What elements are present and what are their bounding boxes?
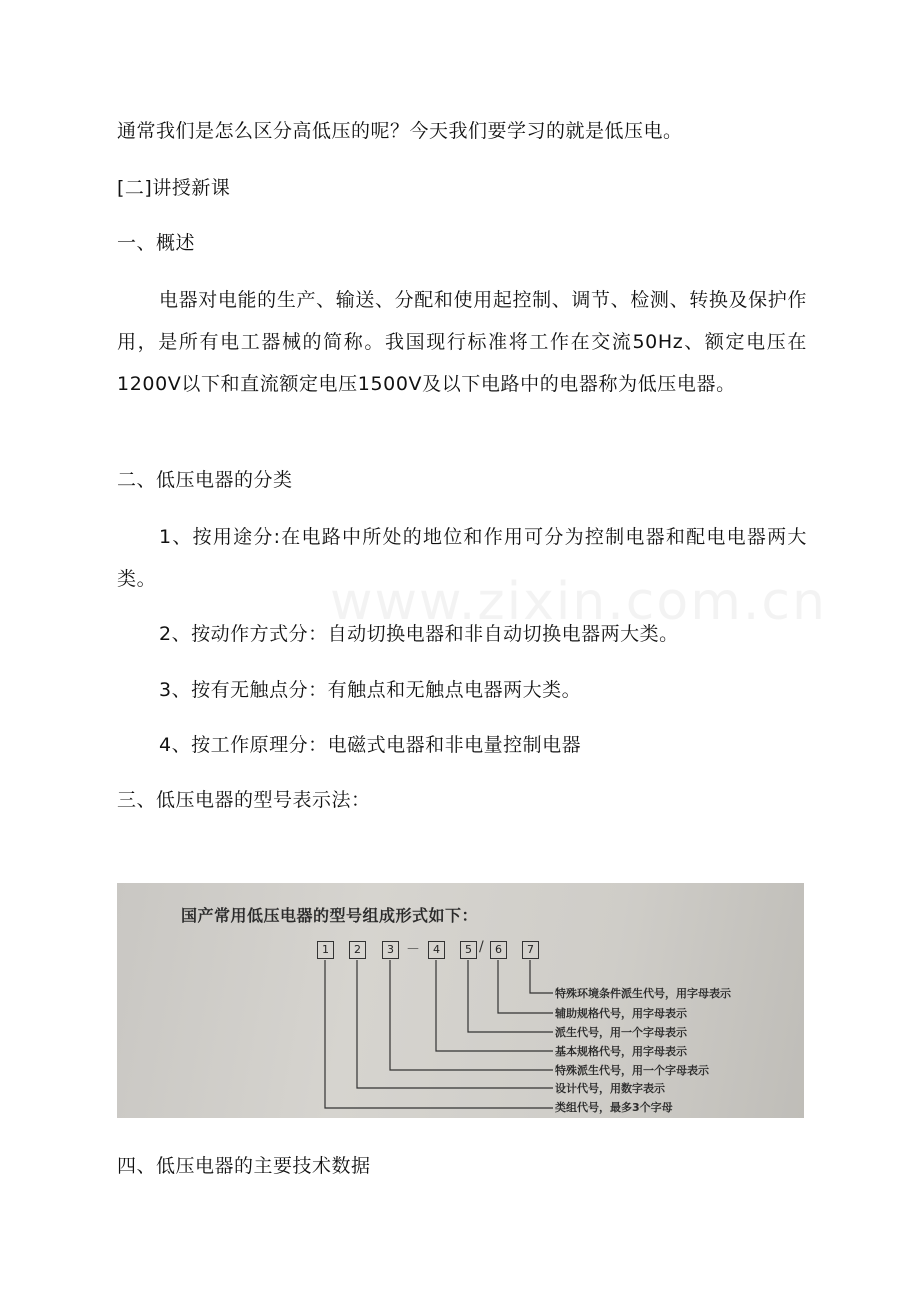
model-notation-figure (117, 883, 804, 1118)
heading-model-notation: 三、低压电器的型号表示法： (117, 789, 371, 811)
intro-line: 通常我们是怎么区分高低压的呢？今天我们要学习的就是低压电。 (117, 120, 683, 142)
code-box-5: 5 (460, 941, 477, 959)
label-special-derivative: 特殊派生代号，用一个字母表示 (555, 1064, 709, 1077)
classification-item-4: 4、按工作原理分：电磁式电器和非电量控制电器 (159, 734, 582, 756)
label-design-code: 设计代号，用数字表示 (555, 1082, 665, 1095)
code-box-2: 2 (349, 941, 366, 959)
code-box-6: 6 (490, 941, 507, 959)
heading-classification: 二、低压电器的分类 (117, 469, 293, 491)
heading-technical-data: 四、低压电器的主要技术数据 (117, 1155, 371, 1177)
label-derivative: 派生代号，用一个字母表示 (555, 1026, 687, 1039)
code-box-7: 7 (522, 941, 539, 959)
classification-item-2: 2、按动作方式分：自动切换电器和非自动切换电器两大类。 (159, 623, 679, 645)
label-aux-spec: 辅助规格代号，用字母表示 (555, 1007, 687, 1020)
watermark: www.zixin.com.cn (330, 572, 827, 632)
label-special-env: 特殊环境条件派生代号，用字母表示 (555, 987, 731, 1000)
label-class-group: 类组代号，最多3个字母 (555, 1101, 673, 1114)
figure-title: 国产常用低压电器的型号组成形式如下： (181, 906, 479, 925)
heading-overview: 一、概述 (117, 232, 196, 254)
code-box-1: 1 (317, 941, 334, 959)
section-heading: [二]讲授新课 (117, 177, 231, 199)
classification-item-3: 3、按有无触点分：有触点和无触点电器两大类。 (159, 679, 582, 701)
code-box-4: 4 (428, 941, 445, 959)
classification-item-1: 1、按用途分:在电路中所处的地位和作用可分为控制电器和配电电器两大类。 (117, 526, 807, 590)
label-basic-spec: 基本规格代号，用字母表示 (555, 1045, 687, 1058)
code-dash: － (406, 942, 420, 958)
code-slash: / (479, 939, 484, 955)
overview-paragraph: 电器对电能的生产、输送、分配和使用起控制、调节、检测、转换及保护作用，是所有电工器械的简称。我国现行标准将工作在交流50Hz、额定电压在1200V以下和直流额定电压1500V及以下电路中的电器称为低压电器。 (117, 289, 807, 395)
code-box-3: 3 (382, 941, 399, 959)
